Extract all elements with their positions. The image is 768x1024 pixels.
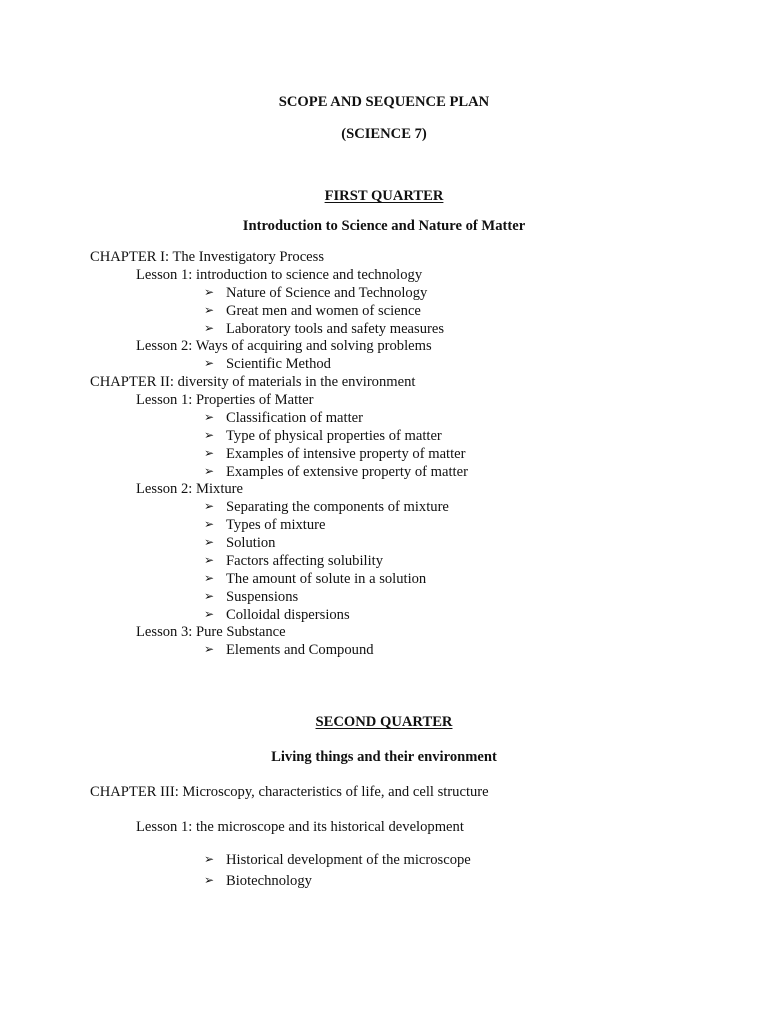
list-item-text: Elements and Compound [226,642,374,658]
lesson-title: Lesson 3: Pure Substance [136,624,286,640]
arrowhead-bullet-icon: ➢ [204,321,215,335]
list-item [204,465,468,480]
list-item-text: Historical development of the microscope [226,852,471,868]
list-item [204,536,275,551]
list-item-text: Nature of Science and Technology [226,285,428,301]
list-item-text: Examples of intensive property of matter [226,446,466,462]
chapter-1-title: CHAPTER I: The Investigatory Process [90,249,325,265]
list-item-text: The amount of solute in a solution [226,571,427,587]
list-item-text: Suspensions [226,589,299,605]
arrowhead-bullet-icon: ➢ [204,499,215,513]
list-item [204,590,298,605]
lesson-title: Lesson 1: the microscope and its historical development [136,819,464,835]
chapter-3-title: CHAPTER III: Microscopy, characteristics of life, and cell structure [90,784,489,800]
list-item [204,572,426,587]
document-subtitle: (SCIENCE 7) [341,126,427,142]
list-item-text: Types of mixture [226,517,326,533]
list-item-text: Solution [226,535,276,551]
arrowhead-bullet-icon: ➢ [204,571,215,585]
arrowhead-bullet-icon: ➢ [204,446,215,460]
list-item [204,429,442,444]
list-item [204,411,363,426]
arrowhead-bullet-icon: ➢ [204,428,215,442]
arrowhead-bullet-icon: ➢ [204,410,215,424]
list-item-text: Examples of extensive property of matter [226,464,468,480]
list-item [204,554,383,569]
lesson-title: Lesson 1: Properties of Matter [136,392,314,408]
arrowhead-bullet-icon: ➢ [204,873,215,887]
second-quarter-theme: Living things and their environment [271,749,497,765]
list-item [204,357,331,372]
first-quarter-theme: Introduction to Science and Nature of Matter [242,218,526,234]
list-item-text: Separating the components of mixture [226,499,449,515]
chapter-2-title: CHAPTER II: diversity of materials in the environment [90,374,416,390]
list-item-text: Scientific Method [226,356,331,372]
arrowhead-bullet-icon: ➢ [204,852,215,866]
second-quarter-heading: SECOND QUARTER [315,714,453,730]
lesson-title: Lesson 1: introduction to science and technology [136,267,423,283]
lesson-title: Lesson 2: Mixture [136,481,244,497]
arrowhead-bullet-icon: ➢ [204,589,215,603]
arrowhead-bullet-icon: ➢ [204,535,215,549]
arrowhead-bullet-icon: ➢ [204,356,215,370]
arrowhead-bullet-icon: ➢ [204,642,215,656]
list-item-text: Factors affecting solubility [226,553,383,569]
first-quarter-heading: FIRST QUARTER [324,188,444,204]
list-item-text: Biotechnology [226,873,312,889]
list-item [204,643,374,658]
list-item [204,518,326,533]
arrowhead-bullet-icon: ➢ [204,607,215,621]
arrowhead-bullet-icon: ➢ [204,517,215,531]
list-item [204,304,421,319]
list-item-text: Laboratory tools and safety measures [226,321,445,337]
list-item [204,286,427,301]
list-item [204,500,449,515]
list-item-text: Classification of matter [226,410,363,426]
arrowhead-bullet-icon: ➢ [204,553,215,567]
arrowhead-bullet-icon: ➢ [204,303,215,317]
list-item-text: Type of physical properties of matter [226,428,442,444]
lesson-title: Lesson 2: Ways of acquiring and solving problems [136,338,432,354]
list-item [204,853,471,868]
arrowhead-bullet-icon: ➢ [204,285,215,299]
list-item [204,874,312,889]
list-item-text: Great men and women of science [226,303,421,319]
list-item-text: Colloidal dispersions [226,607,350,623]
arrowhead-bullet-icon: ➢ [204,464,215,478]
list-item [204,608,350,623]
document-title: SCOPE AND SEQUENCE PLAN [278,94,490,110]
list-item [204,322,444,337]
list-item [204,447,466,462]
